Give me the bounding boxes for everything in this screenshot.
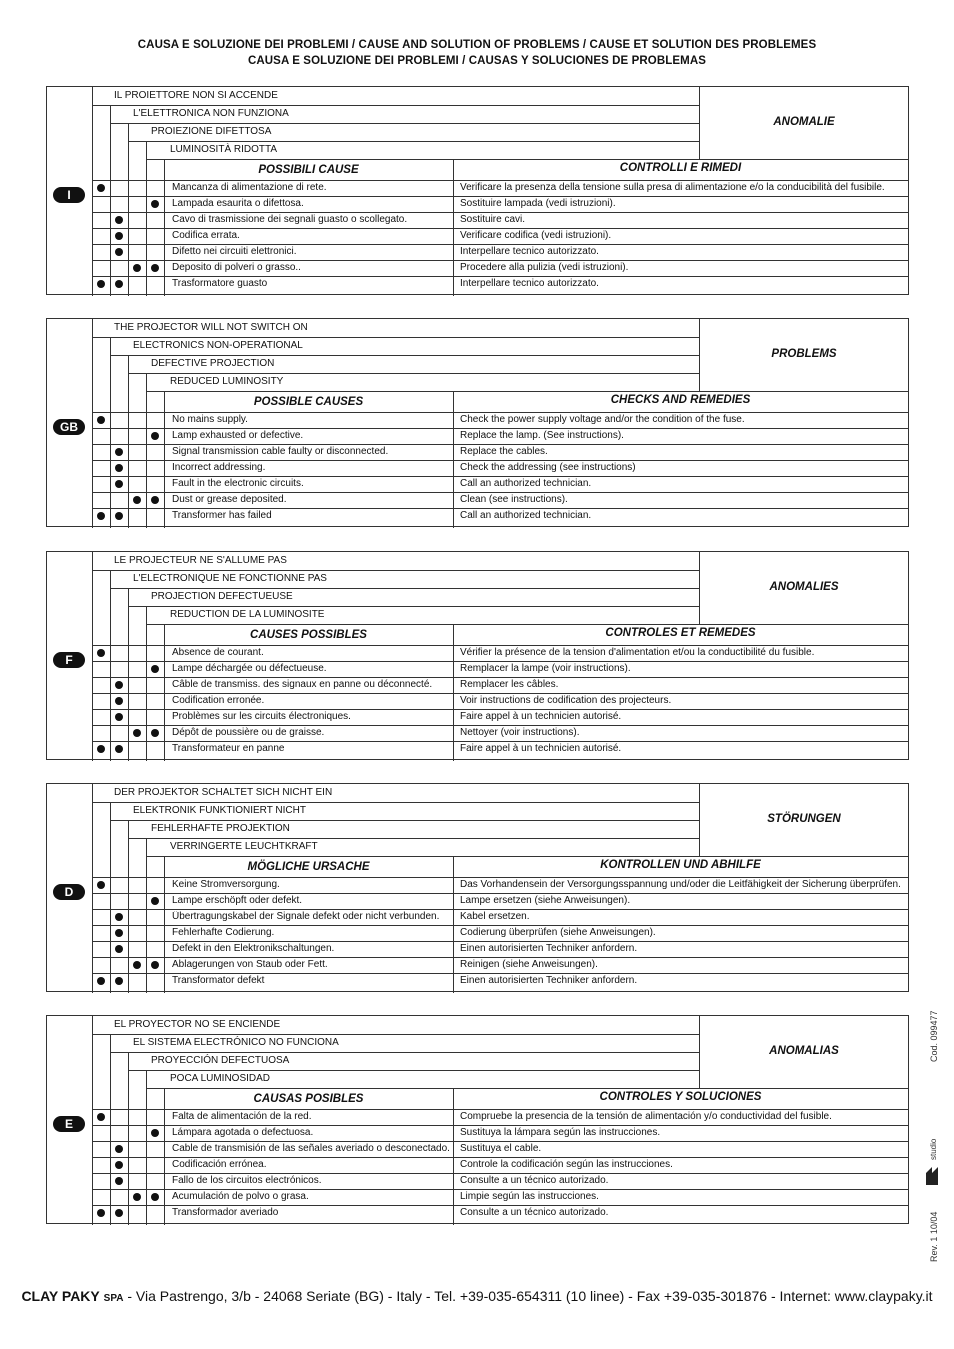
- row-line: [92, 893, 908, 894]
- symptom-label: DEFECTIVE PROJECTION: [151, 358, 275, 369]
- remedy-cell: Controle la codificación según las instrucciones.: [460, 1159, 673, 1170]
- symptom-line: [110, 123, 699, 124]
- symptom-line: [128, 1070, 699, 1071]
- remedy-cell: Remplacer les câbles.: [460, 679, 559, 690]
- remedy-cell: Procedere alla pulizia (vedi istruzioni).: [460, 262, 629, 273]
- symptom-mark-dot: [151, 496, 159, 504]
- page-header-line2: CAUSA E SOLUZIONE DEI PROBLEMI / CAUSAS Y SOLUCIONES DE PROBLEMAS: [247, 55, 707, 67]
- remedy-cell: Sustituya la lámpara según las instrucciones.: [460, 1127, 661, 1138]
- remedy-cell: Einen autorisierten Techniker anfordern.: [460, 943, 638, 954]
- remedy-cell: Sostituire lampada (vedi istruzioni).: [460, 198, 616, 209]
- symptom-mark-dot: [151, 961, 159, 969]
- symptom-mark-dot: [97, 416, 105, 424]
- symptom-column-line: [146, 606, 147, 761]
- anomaly-label: ANOMALIE: [773, 116, 835, 128]
- symptom-mark-dot: [115, 977, 123, 985]
- symptom-mark-dot: [133, 264, 141, 272]
- row-line: [92, 957, 908, 958]
- symptom-mark-dot: [151, 432, 159, 440]
- row-line: [92, 941, 908, 942]
- symptom-column-line: [110, 802, 111, 993]
- remedy-cell: Check the power supply voltage and/or the condition of the fuse.: [460, 414, 745, 425]
- anomaly-label: STÖRUNGEN: [767, 813, 841, 825]
- cause-cell: Codification erronée.: [172, 695, 265, 706]
- row-line: [92, 661, 908, 662]
- symptom-column-line: [128, 355, 129, 528]
- cause-cell: Lampada esaurita o difettosa.: [172, 198, 304, 209]
- remedy-cell: Remplacer la lampe (voir instructions).: [460, 663, 631, 674]
- language-badge: I: [53, 187, 85, 203]
- symptom-mark-dot: [97, 280, 105, 288]
- symptom-label: PROJECTION DEFECTUEUSE: [151, 591, 293, 602]
- footer-address: - Via Pastrengo, 3/b - 24068 Seriate (BG) - Italy - Tel. +39-035-654311 (10 linee) - Fax +39-035-301876 - Internet: www.claypaky.it: [123, 1288, 933, 1304]
- header-bottom-line: [92, 1109, 908, 1110]
- header-top-line: [146, 856, 908, 857]
- cause-cell: Problèmes sur les circuits électroniques.: [172, 711, 351, 722]
- symptom-line: [92, 105, 699, 106]
- causes-header: CAUSES POSSIBLES: [250, 629, 367, 641]
- symptom-line: [110, 820, 699, 821]
- remedies-header: CONTROLLI E RIMEDI: [619, 162, 742, 174]
- cause-cell: Absence de courant.: [172, 647, 264, 658]
- symptom-mark-dot: [115, 512, 123, 520]
- symptom-label: DER PROJEKTOR SCHALTET SICH NICHT EIN: [114, 787, 333, 798]
- causes-header: POSSIBILI CAUSE: [258, 164, 359, 176]
- cause-cell: Cavo di trasmissione dei segnali guasto o scollegato.: [172, 214, 408, 225]
- cause-cell: Falta de alimentación de la red.: [172, 1111, 312, 1122]
- symptom-mark-dot: [115, 448, 123, 456]
- symptom-line: [92, 337, 699, 338]
- cause-cell: Transformator defekt: [172, 975, 265, 986]
- symptom-mark-dot: [151, 729, 159, 737]
- symptom-line: [92, 570, 699, 571]
- remedy-cell: Consulte a un técnico autorizado.: [460, 1207, 609, 1218]
- symptom-mark-dot: [115, 1177, 123, 1185]
- symptom-column-line: [110, 337, 111, 528]
- symptom-label: L'ELECTRONIQUE NE FONCTIONNE PAS: [133, 573, 327, 584]
- symptom-column-line: [92, 319, 93, 528]
- symptom-mark-dot: [151, 897, 159, 905]
- cause-cell: Acumulación de polvo o grasa.: [172, 1191, 309, 1202]
- cause-cell: Keine Stromversorgung.: [172, 879, 280, 890]
- remedies-header: CHECKS AND REMEDIES: [610, 394, 751, 406]
- symptom-column-line: [128, 1052, 129, 1225]
- cause-cell: Transformador averiado: [172, 1207, 279, 1218]
- symptom-mark-dot: [97, 745, 105, 753]
- header-top-line: [146, 624, 908, 625]
- symptom-label: FEHLERHAFTE PROJEKTION: [151, 823, 290, 834]
- row-line: [92, 725, 908, 726]
- symptom-mark-dot: [115, 745, 123, 753]
- symptom-label: EL SISTEMA ELECTRÓNICO NO FUNCIONA: [133, 1037, 339, 1048]
- row-line: [92, 428, 908, 429]
- remedy-cell: Voir instructions de codification des projecteurs.: [460, 695, 672, 706]
- row-line: [92, 476, 908, 477]
- symptom-mark-dot: [115, 248, 123, 256]
- row-line: [92, 909, 908, 910]
- symptom-mark-dot: [133, 1193, 141, 1201]
- symptom-mark-dot: [115, 1161, 123, 1169]
- remedy-cell: Faire appel à un technicien autorisé.: [460, 711, 622, 722]
- symptom-mark-dot: [115, 697, 123, 705]
- cause-cell: Signal transmission cable faulty or disconnected.: [172, 446, 389, 457]
- remedy-cell: Consulte a un técnico autorizado.: [460, 1175, 609, 1186]
- cause-cell: Ablagerungen von Staub oder Fett.: [172, 959, 328, 970]
- remedy-cell: Limpie según las instrucciones.: [460, 1191, 599, 1202]
- symptom-column-line: [146, 141, 147, 296]
- cause-cell: Dust or grease deposited.: [172, 494, 287, 505]
- remedies-header: KONTROLLEN UND ABHILFE: [600, 859, 761, 871]
- remedies-header: CONTROLES Y SOLUCIONES: [599, 1091, 762, 1103]
- symptom-column-line: [92, 1016, 93, 1225]
- symptom-line: [110, 355, 699, 356]
- row-line: [92, 444, 908, 445]
- symptom-label: VERRINGERTE LEUCHTKRAFT: [170, 841, 318, 852]
- remedy-cell: Verificare la presenza della tensione sulla presa di alimentazione e/o la conducibilità del fusibile.: [460, 182, 885, 193]
- header-top-line: [146, 1088, 908, 1089]
- symptom-label: REDUCED LUMINOSITY: [170, 376, 284, 387]
- row-line: [92, 1125, 908, 1126]
- footer: [0, 1288, 954, 1304]
- row-line: [92, 212, 908, 213]
- symptom-column-line: [110, 105, 111, 296]
- symptom-mark-dot: [115, 713, 123, 721]
- remedy-cell: Replace the cables.: [460, 446, 548, 457]
- symptom-line: [92, 1034, 699, 1035]
- language-badge: GB: [53, 419, 85, 435]
- cause-cell: Cable de transmisión de las señales averiado o desconectado.: [172, 1143, 450, 1154]
- row-line: [92, 741, 908, 742]
- symptom-label: LUMINOSITÀ RIDOTTA: [170, 144, 278, 155]
- symptom-label: REDUCTION DE LA LUMINOSITE: [170, 609, 325, 620]
- symptom-line: [92, 802, 699, 803]
- symptom-mark-dot: [133, 961, 141, 969]
- remedies-header: CONTROLES ET REMEDES: [605, 627, 756, 639]
- symptom-mark-dot: [151, 1193, 159, 1201]
- cause-cell: Lampe déchargée ou défectueuse.: [172, 663, 327, 674]
- symptom-mark-dot: [115, 216, 123, 224]
- symptom-mark-dot: [97, 649, 105, 657]
- remedy-cell: Einen autorisierten Techniker anfordern.: [460, 975, 638, 986]
- header-bottom-line: [92, 412, 908, 413]
- symptom-label: PROYECCIÓN DEFECTUOSA: [151, 1055, 290, 1066]
- cause-cell: Codificación errónea.: [172, 1159, 267, 1170]
- symptom-mark-dot: [115, 913, 123, 921]
- symptom-column-line: [128, 820, 129, 993]
- row-line: [92, 492, 908, 493]
- remedy-cell: Clean (see instructions).: [460, 494, 568, 505]
- symptom-mark-dot: [133, 496, 141, 504]
- symptom-label: ELECTRONICS NON-OPERATIONAL: [133, 340, 303, 351]
- row-line: [92, 228, 908, 229]
- header-bottom-line: [92, 180, 908, 181]
- row-line: [92, 1141, 908, 1142]
- symptom-column-line: [128, 123, 129, 296]
- row-line: [92, 973, 908, 974]
- symptom-label: THE PROJECTOR WILL NOT SWITCH ON: [114, 322, 308, 333]
- section-e: [46, 1015, 909, 1224]
- symptom-label: LE PROJECTEUR NE S'ALLUME PAS: [114, 555, 287, 566]
- symptom-line: [128, 606, 699, 607]
- row-line: [92, 677, 908, 678]
- symptom-mark-dot: [115, 480, 123, 488]
- remedy-cell: Codierung überprüfen (siehe Anweisungen).: [460, 927, 656, 938]
- cause-cell: Trasformatore guasto: [172, 278, 268, 289]
- causes-header: MÖGLICHE URSACHE: [247, 861, 370, 873]
- section-d: [46, 783, 909, 992]
- symptom-mark-dot: [97, 184, 105, 192]
- cause-cell: Difetto nei circuiti elettronici.: [172, 246, 297, 257]
- symptom-mark-dot: [115, 945, 123, 953]
- symptom-label: IL PROIETTORE NON SI ACCENDE: [114, 90, 278, 101]
- cause-cell: Übertragungskabel der Signale defekt oder nicht verbunden.: [172, 911, 440, 922]
- row-line: [92, 1189, 908, 1190]
- row-line: [92, 508, 908, 509]
- symptom-label: EL PROYECTOR NO SE ENCIENDE: [114, 1019, 281, 1030]
- symptom-mark-dot: [151, 665, 159, 673]
- header-top-line: [146, 391, 908, 392]
- remedy-cell: Nettoyer (voir instructions).: [460, 727, 580, 738]
- row-line: [92, 693, 908, 694]
- remedy-cell: Kabel ersetzen.: [460, 911, 530, 922]
- remedy-cell: Lampe ersetzen (siehe Anweisungen).: [460, 895, 631, 906]
- cause-cell: Lamp exhausted or defective.: [172, 430, 304, 441]
- cause-cell: Transformer has failed: [172, 510, 272, 521]
- symptom-column-line: [92, 552, 93, 761]
- symptom-mark-dot: [151, 1129, 159, 1137]
- remedy-cell: Interpellare tecnico autorizzato.: [460, 246, 599, 257]
- symptom-column-line: [128, 588, 129, 761]
- remedy-cell: Interpellare tecnico autorizzato.: [460, 278, 599, 289]
- language-badge: E: [53, 1116, 85, 1132]
- cause-cell: Fallo de los circuitos electrónicos.: [172, 1175, 322, 1186]
- section-gb: [46, 318, 909, 527]
- cause-cell: Fehlerhafte Codierung.: [172, 927, 275, 938]
- symptom-mark-dot: [151, 200, 159, 208]
- symptom-label: PROIEZIONE DIFETTOSA: [151, 126, 272, 137]
- cause-cell: Mancanza di alimentazione di rete.: [172, 182, 327, 193]
- cause-cell: Lámpara agotada o defectuosa.: [172, 1127, 314, 1138]
- header-bottom-line: [92, 645, 908, 646]
- cause-cell: Câble de transmiss. des signaux en panne ou déconnecté.: [172, 679, 433, 690]
- symptom-line: [110, 588, 699, 589]
- symptom-column-line: [110, 1034, 111, 1225]
- cause-cell: Fault in the electronic circuits.: [172, 478, 304, 489]
- remedy-cell: Faire appel à un technicien autorisé.: [460, 743, 622, 754]
- row-line: [92, 925, 908, 926]
- revision-label: Rev. 1 10/04: [929, 1211, 939, 1262]
- remedy-cell: Check the addressing (see instructions): [460, 462, 636, 473]
- header-bottom-line: [92, 877, 908, 878]
- symptom-mark-dot: [115, 1209, 123, 1217]
- cause-cell: Deposito di polveri o grasso..: [172, 262, 301, 273]
- symptom-line: [128, 838, 699, 839]
- remedy-cell: Sostituire cavi.: [460, 214, 526, 225]
- footer-spa: SPA: [103, 1293, 124, 1304]
- symptom-column-line: [146, 1070, 147, 1225]
- document-code: Cod. 099477: [929, 1010, 939, 1062]
- symptom-mark-dot: [151, 264, 159, 272]
- language-badge: F: [53, 652, 85, 668]
- symptom-label: POCA LUMINOSIDAD: [170, 1073, 271, 1084]
- page-header-line1: CAUSA E SOLUZIONE DEI PROBLEMI / CAUSE AND SOLUTION OF PROBLEMS / CAUSE ET SOLUTION DES PROBLEMES: [137, 39, 817, 51]
- cause-cell: Lampe erschöpft oder defekt.: [172, 895, 303, 906]
- symptom-line: [110, 1052, 699, 1053]
- row-line: [92, 1173, 908, 1174]
- row-line: [92, 244, 908, 245]
- symptom-mark-dot: [97, 977, 105, 985]
- header-top-line: [146, 159, 908, 160]
- row-line: [92, 1205, 908, 1206]
- symptom-label: L'ELETTRONICA NON FUNZIONA: [133, 108, 289, 119]
- cause-cell: No mains supply.: [172, 414, 248, 425]
- row-line: [92, 276, 908, 277]
- remedy-cell: Vérifier la présence de la tension d'alimentation et/ou la conductibilité du fusible.: [460, 647, 815, 658]
- remedy-cell: Reinigen (siehe Anweisungen).: [460, 959, 598, 970]
- remedy-cell: Verificare codifica (vedi istruzioni).: [460, 230, 612, 241]
- row-line: [92, 709, 908, 710]
- cause-cell: Defekt in den Elektronikschaltungen.: [172, 943, 335, 954]
- remedy-cell: Replace the lamp. (See instructions).: [460, 430, 624, 441]
- causes-header: POSSIBLE CAUSES: [253, 396, 364, 408]
- symptom-column-line: [92, 87, 93, 296]
- symptom-line: [128, 373, 699, 374]
- cause-cell: Codifica errata.: [172, 230, 240, 241]
- symptom-mark-dot: [115, 1145, 123, 1153]
- symptom-mark-dot: [115, 464, 123, 472]
- symptom-mark-dot: [115, 681, 123, 689]
- anomaly-label: ANOMALIES: [769, 581, 839, 593]
- remedy-cell: Compruebe la presencia de la tensión de alimentación y/o conductividad del fusible.: [460, 1111, 832, 1122]
- remedy-cell: Call an authorized technician.: [460, 510, 592, 521]
- symptom-mark-dot: [115, 280, 123, 288]
- cause-cell: Transformateur en panne: [172, 743, 285, 754]
- symptom-mark-dot: [97, 512, 105, 520]
- remedy-cell: Das Vorhandensein der Versorgungsspannung und/oder die Leitfähigkeit der Sicherung überprüfen.: [460, 879, 901, 890]
- section-i: [46, 86, 909, 295]
- symptom-column-line: [110, 570, 111, 761]
- symptom-column-line: [92, 784, 93, 993]
- symptom-mark-dot: [97, 881, 105, 889]
- symptom-mark-dot: [115, 232, 123, 240]
- studio-label: studio: [929, 1138, 938, 1160]
- remedy-cell: Call an authorized technician.: [460, 478, 592, 489]
- remedy-cell: Sustituya el cable.: [460, 1143, 542, 1154]
- footer-brand: CLAY PAKY: [21, 1288, 100, 1304]
- row-line: [92, 196, 908, 197]
- cause-cell: Incorrect addressing.: [172, 462, 266, 473]
- row-line: [92, 1157, 908, 1158]
- symptom-label: ELEKTRONIK FUNKTIONIERT NICHT: [133, 805, 306, 816]
- symptom-mark-dot: [97, 1209, 105, 1217]
- symptom-mark-dot: [115, 929, 123, 937]
- symptom-line: [128, 141, 699, 142]
- causes-header: CAUSAS POSIBLES: [253, 1093, 364, 1105]
- symptom-column-line: [146, 838, 147, 993]
- symptom-column-line: [146, 373, 147, 528]
- anomaly-label: ANOMALIAS: [769, 1045, 839, 1057]
- studio-logo-icon: [924, 1163, 946, 1187]
- row-line: [92, 260, 908, 261]
- section-f: [46, 551, 909, 760]
- symptom-mark-dot: [97, 1113, 105, 1121]
- anomaly-label: PROBLEMS: [771, 348, 837, 360]
- language-badge: D: [53, 884, 85, 900]
- cause-cell: Dépôt de poussière ou de graisse.: [172, 727, 325, 738]
- row-line: [92, 460, 908, 461]
- symptom-mark-dot: [133, 729, 141, 737]
